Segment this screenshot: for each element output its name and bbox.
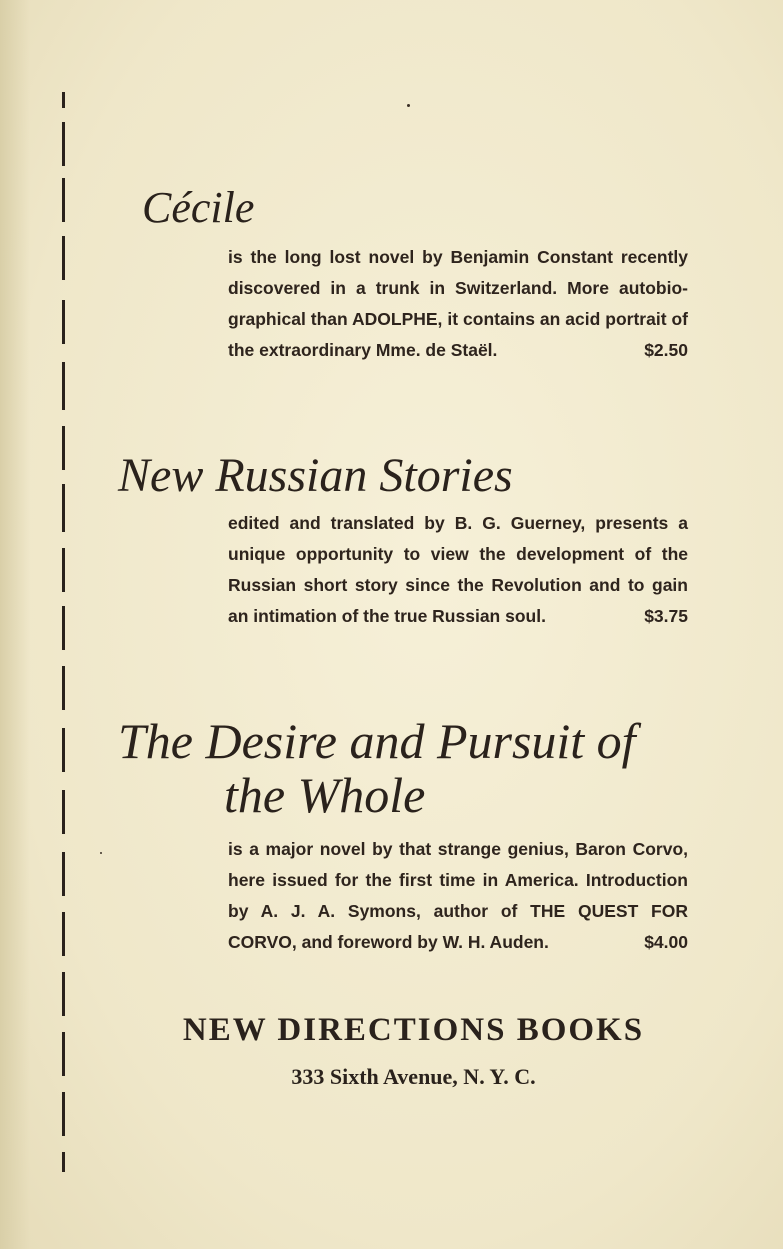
binding-stitch	[62, 1092, 65, 1136]
binding-stitch	[62, 236, 65, 280]
binding-stitch	[62, 666, 65, 710]
book-description-desire-and-pursuit	[228, 834, 688, 958]
binding-stitch	[62, 300, 65, 344]
book-title-desire-and-pursuit-line-1: The Desire and Pursuit of	[118, 713, 636, 769]
page-gutter	[0, 0, 30, 1249]
binding-stitch	[62, 852, 65, 896]
binding-stitch	[62, 972, 65, 1016]
description-text: edited and translated by B. G. Guerney, presents a unique opportunity to view the development of the Russian short story since the Revolution and to gain an intimation of the true Russian soul.	[228, 513, 688, 626]
book-title-new-russian-stories: New Russian Stories	[118, 449, 513, 502]
price-label: $2.50	[644, 340, 688, 360]
binding-stitch	[62, 484, 65, 532]
book-title-desire-and-pursuit-line-2: the Whole	[224, 767, 426, 823]
binding-stitch	[62, 1152, 65, 1172]
binding-stitch	[62, 426, 65, 470]
price-label: $3.75	[644, 606, 688, 626]
description-text: is a major novel by that strange genius, Baron Corvo, here issued for the first time in America. Introduction by A. J. A. Symons, author of THE QUEST FOR CORVO, and foreword by W. H. Auden.	[228, 839, 688, 952]
book-description-cecile	[228, 242, 688, 366]
ink-speck	[100, 852, 102, 854]
publisher-name: NEW DIRECTIONS BOOKS	[182, 1012, 645, 1048]
book-title-cecile: Cécile	[142, 183, 255, 232]
binding-stitch	[62, 122, 65, 166]
binding-stitch	[62, 728, 65, 772]
binding-stitch	[62, 548, 65, 592]
binding-stitch	[62, 606, 65, 650]
book-description-new-russian-stories	[228, 508, 688, 632]
description-text: is the long lost novel by Benjamin Constant recently discovered in a trunk in Switzerland. More autobiographical than ADOLPHE, it contains an acid portrait of the extraordinary Mme. de Staël.	[228, 247, 688, 360]
binding-stitch	[62, 912, 65, 956]
binding-stitch	[62, 362, 65, 410]
ink-speck	[407, 104, 410, 107]
binding-stitch	[62, 790, 65, 834]
price-label: $4.00	[644, 932, 688, 952]
publisher-address: 333 Sixth Avenue, N. Y. C.	[291, 1064, 536, 1089]
binding-stitch	[62, 92, 65, 108]
binding-stitch	[62, 178, 65, 222]
